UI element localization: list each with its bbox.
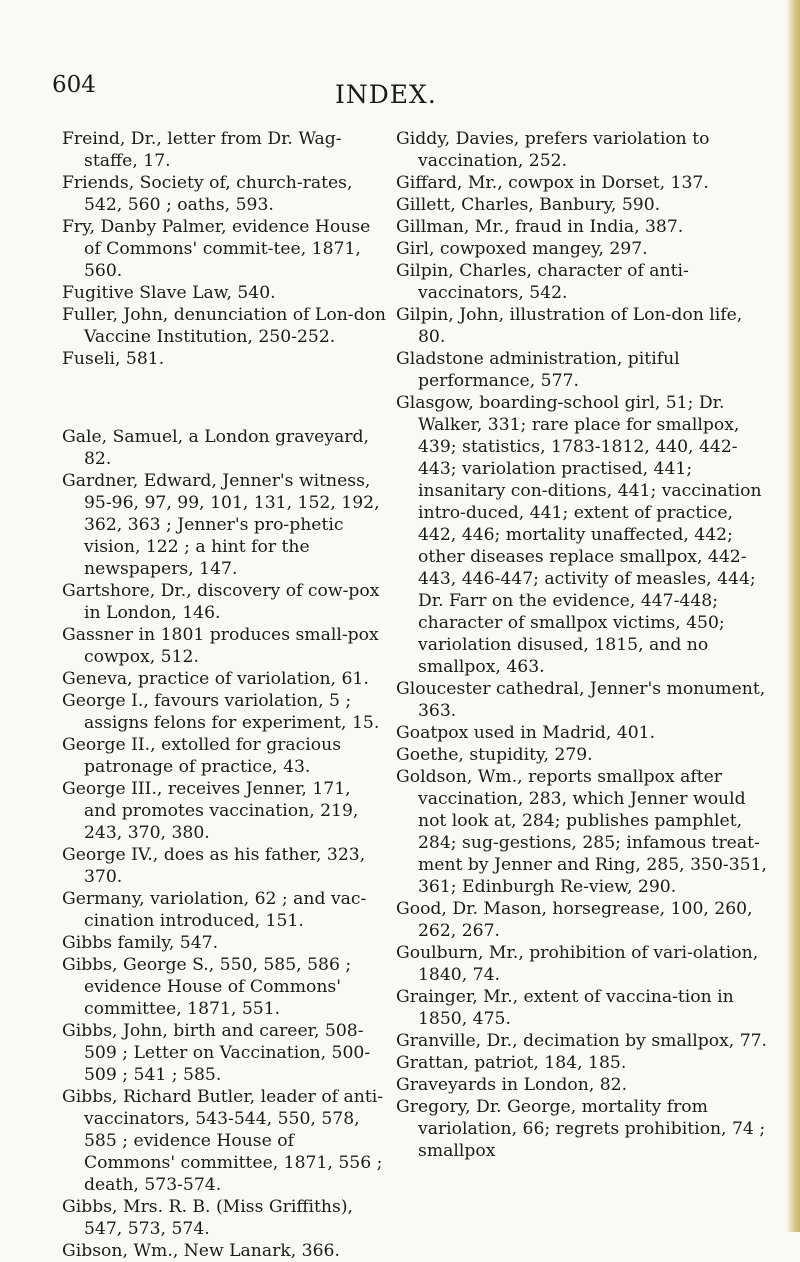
index-entry: Gladstone administration, pitiful performance, 577. (396, 349, 680, 391)
page-number: 604 (52, 72, 96, 98)
index-entry: Goulburn, Mr., prohibition of vari-olation, 1840, 74. (396, 943, 759, 985)
index-entry: Goethe, stupidity, 279. (396, 745, 593, 765)
index-entry: Gillett, Charles, Banbury, 590. (396, 195, 661, 215)
index-entry: Graveyards in London, 82. (396, 1075, 628, 1095)
index-entry: Glasgow, boarding-school girl, 51; Dr. Walker, 331; rare place for smallpox, 439; statistics, 1783-1812, 440, 442-443; variolation practised, 441; insanitary con-ditions, 441; vaccination intro-duced, 441; extent of practice, 442, 446; mortality unaffected, 442; other diseases replace smallpox, 442-443, 446-447; activity of measles, 444; Dr. Farr on the evidence, 447-448; character of smallpox victims, 450; variolation disused, 1815, and no smallpox, 463. (396, 393, 762, 677)
section-gap (62, 387, 388, 409)
index-entry: Granville, Dr., decimation by smallpox, 77. (396, 1031, 768, 1051)
index-entry: Fuller, John, denunciation of Lon-don Vaccine Institution, 250-252. (62, 305, 386, 347)
index-entry: George IV., does as his father, 323, 370. (62, 845, 366, 888)
index-entry: Giddy, Davies, prefers variolation to vaccination, 252. (396, 129, 710, 171)
index-entry: Gillman, Mr., fraud in India, 387. (396, 217, 684, 237)
index-entry: Fugitive Slave Law, 540. (62, 283, 276, 303)
index-entry: Gartshore, Dr., discovery of cow-pox in London, 146. (62, 581, 380, 624)
page-title: INDEX. (335, 80, 437, 109)
index-entry: Gibbs, George S., 550, 585, 586 ; evidence House of Commons' committee, 1871, 551. (62, 955, 352, 1020)
index-entry: Geneva, practice of variolation, 61. (62, 669, 369, 690)
page-edge-shadow (786, 0, 800, 1232)
index-entry: George III., receives Jenner, 171, and promotes vaccination, 219, 243, 370, 380. (62, 779, 359, 844)
index-entry: Gloucester cathedral, Jenner's monument, 363. (396, 679, 766, 721)
index-entry: Germany, variolation, 62 ; and vac-cination introduced, 151. (62, 889, 367, 932)
index-entry: Grainger, Mr., extent of vaccina-tion in 1850, 475. (396, 987, 734, 1029)
index-column-right (396, 128, 768, 1162)
index-entry: Gibbs, Richard Butler, leader of anti-vaccinators, 543-544, 550, 578, 585 ; evidence House of Commons' committee, 1871, 556 ; death, 573-574. (62, 1087, 384, 1196)
index-entry: Goatpox used in Madrid, 401. (396, 723, 656, 743)
index-entry: Gibson, Wm., New Lanark, 366. (62, 1241, 340, 1262)
index-entry: Gilpin, John, illustration of Lon-don life, 80. (396, 305, 743, 347)
index-entry: Girl, cowpoxed mangey, 297. (396, 239, 648, 259)
index-column-left (62, 128, 388, 1262)
index-entry: George II., extolled for gracious patronage of practice, 43. (62, 735, 342, 778)
index-entry: Gibbs, Mrs. R. B. (Miss Griffiths), 547, 573, 574. (62, 1197, 353, 1240)
index-entry: Gibbs, John, birth and career, 508-509 ; Letter on Vaccination, 500-509 ; 541 ; 585. (62, 1021, 371, 1086)
index-entry: Grattan, patriot, 184, 185. (396, 1053, 627, 1073)
index-entry: Gibbs family, 547. (62, 933, 219, 954)
index-entry: Gassner in 1801 produces small-pox cowpox, 512. (62, 625, 379, 668)
index-entry: Gregory, Dr. George, mortality from variolation, 66; regrets prohibition, 74 ; smallpox (396, 1097, 766, 1161)
index-entry: Fuseli, 581. (62, 349, 165, 369)
index-entry: Gardner, Edward, Jenner's witness, 95-96, 97, 99, 101, 131, 152, 192, 362, 363 ; Jenner's pro-phetic vision, 122 ; a hint for the newspapers, 147. (62, 471, 380, 580)
index-entry: Friends, Society of, church-rates, 542, 560 ; oaths, 593. (62, 173, 353, 215)
index-entry: Good, Dr. Mason, horsegrease, 100, 260, 262, 267. (396, 899, 753, 941)
page-header (0, 72, 800, 112)
index-entry: Freind, Dr., letter from Dr. Wag-staffe, 17. (62, 129, 342, 171)
index-entry: Gale, Samuel, a London graveyard, 82. (62, 427, 369, 470)
index-entry: Giffard, Mr., cowpox in Dorset, 137. (396, 173, 709, 193)
index-entry: Gilpin, Charles, character of anti-vaccinators, 542. (396, 261, 689, 303)
index-entry: Fry, Danby Palmer, evidence House of Commons' commit-tee, 1871, 560. (62, 217, 371, 281)
index-entry: George I., favours variolation, 5 ; assigns felons for experiment, 15. (62, 691, 380, 734)
index-entry: Goldson, Wm., reports smallpox after vaccination, 283, which Jenner would not look at, 284; publishes pamphlet, 284; sug-gestions, 285; infamous treat-ment by Jenner and Ring, 285, 350-351, 361; Edinburgh Re-view, 290. (396, 767, 767, 897)
